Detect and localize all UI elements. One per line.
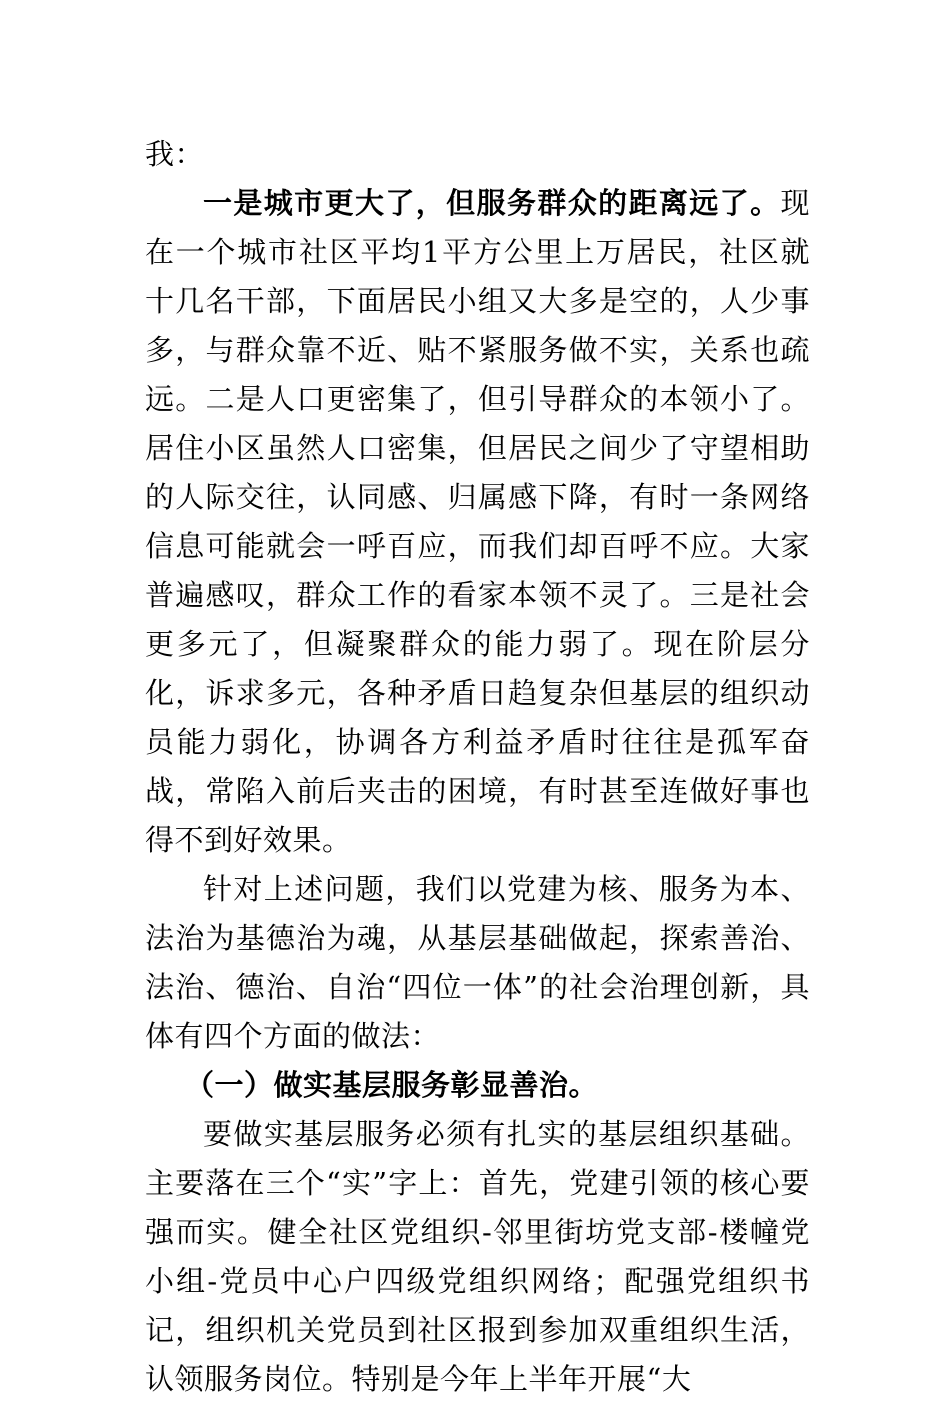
paragraph-problems-text: 现在一个城市社区平均1平方公里上万居民，社区就十几名干部，下面居民小组又大多是空的，人少事多，与群众靠不近、贴不紧服务做不实，关系也疏远。二是人口更密集了，但引导群众的本领小了。居住小区虽然人口密集，但居民之间少了守望相助的人际交往，认同感、归属感下降，有时一条网络信息可能就会一呼百应，而我们却百呼不应。大家普遍感叹，群众工作的看家本领不灵了。三是社会更多元了，但凝聚群众的能力弱了。现在阶层分化，诉求多元，各种矛盾日趋复杂但基层的组织动员能力弱化，协调各方利益矛盾时往往是孤军奋战，常陷入前后夹击的困境，有时甚至连做好事也得不到好效果。 xyxy=(145,186,810,857)
lead-fragment: 我： xyxy=(145,137,205,171)
paragraph-approach: 针对上述问题，我们以党建为核、服务为本、法治为基德治为魂，从基层基础做起，探索善治、法治、德治、自治“四位一体”的社会治理创新，具体有四个方面的做法： xyxy=(145,872,810,1053)
section-heading: （一）做实基层服务彰显善治。 xyxy=(185,1068,599,1102)
paragraph-bold-intro: 一是城市更大了，但服务群众的距离远了。 xyxy=(203,186,781,220)
paragraph-grassroots: 要做实基层服务必须有扎实的基层组织基础。主要落在三个“实”字上：首先，党建引领的核心要强而实。健全社区党组织-邻里街坊党支部-楼幢党小组-党员中心户四级党组织网络；配强党组织书记，组织机关党员到社区报到参加双重组织生活，认领服务岗位。特别是今年上半年开展“大 xyxy=(145,1117,810,1396)
paragraph-problems xyxy=(145,179,810,865)
document-body xyxy=(145,130,810,1404)
